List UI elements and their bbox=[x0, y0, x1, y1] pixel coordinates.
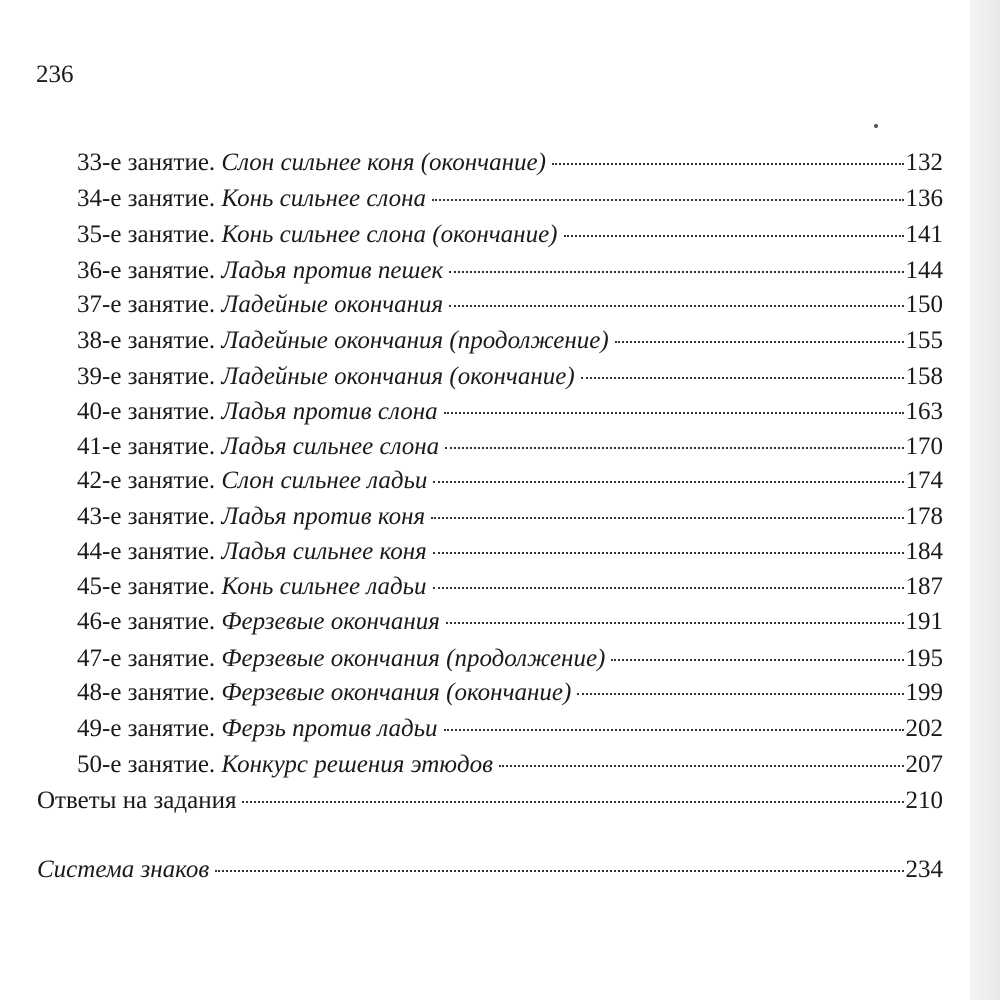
dot-leader bbox=[242, 801, 903, 803]
lesson-page: 158 bbox=[905, 363, 943, 390]
dot-leader bbox=[445, 447, 903, 449]
lesson-number: 40-е занятие. bbox=[77, 398, 216, 425]
lesson-title: Ладья сильнее слона bbox=[221, 433, 440, 460]
lesson-number: 36-е занятие. bbox=[77, 257, 216, 284]
dot-leader bbox=[577, 693, 903, 695]
lesson-number: 49-е занятие. bbox=[77, 715, 216, 742]
lesson-title: Ладья против пешек bbox=[221, 257, 444, 284]
dot-leader bbox=[499, 765, 904, 767]
lesson-title: Ферзевые окончания (продолжение) bbox=[221, 645, 606, 672]
dot-leader bbox=[433, 481, 903, 483]
toc-entry-lesson-40 bbox=[77, 397, 943, 427]
lesson-title: Ферзевые окончания bbox=[221, 608, 440, 635]
toc-entry-lesson-39 bbox=[77, 362, 943, 392]
lesson-number: 34-е занятие. bbox=[77, 185, 216, 212]
toc-entry-lesson-48 bbox=[77, 678, 943, 708]
dot-leader bbox=[611, 659, 903, 661]
toc-entry-lesson-44 bbox=[77, 537, 943, 567]
lesson-page: 174 bbox=[905, 467, 943, 494]
section-page: 234 bbox=[905, 856, 943, 883]
lesson-page: 195 bbox=[905, 645, 943, 672]
toc-entry-lesson-42 bbox=[77, 466, 943, 496]
lesson-number: 35-е занятие. bbox=[77, 221, 216, 248]
dot-leader bbox=[615, 341, 904, 343]
lesson-page: 141 bbox=[905, 221, 943, 248]
dot-leader bbox=[444, 412, 904, 414]
lesson-number: 33-е занятие. bbox=[77, 149, 216, 176]
lesson-number: 38-е занятие. bbox=[77, 327, 216, 354]
lesson-page: 199 bbox=[905, 679, 943, 706]
lesson-page: 150 bbox=[905, 291, 943, 318]
dot-leader bbox=[552, 163, 904, 165]
lesson-number: 44-е занятие. bbox=[77, 538, 216, 565]
toc-entry-lesson-47 bbox=[77, 644, 943, 674]
dot-leader bbox=[432, 199, 903, 201]
dot-leader bbox=[449, 305, 903, 307]
lesson-number: 37-е занятие. bbox=[77, 291, 216, 318]
page-number: 236 bbox=[36, 61, 74, 88]
dot-leader bbox=[446, 622, 904, 624]
lesson-page: 155 bbox=[905, 327, 943, 354]
lesson-page: 144 bbox=[905, 257, 943, 284]
lesson-number: 43-е занятие. bbox=[77, 503, 216, 530]
lesson-page: 163 bbox=[905, 398, 943, 425]
lesson-number: 45-е занятие. bbox=[77, 573, 216, 600]
lesson-title: Слон сильнее коня (окончание) bbox=[221, 149, 546, 176]
dot-leader bbox=[433, 552, 904, 554]
lesson-number: 42-е занятие. bbox=[77, 467, 216, 494]
toc-entry-lesson-41 bbox=[77, 432, 943, 462]
lesson-title: Конь сильнее слона bbox=[221, 185, 427, 212]
lesson-title: Ферзевые окончания (окончание) bbox=[221, 679, 572, 706]
toc-entry-answers bbox=[37, 786, 943, 816]
lesson-number: 39-е занятие. bbox=[77, 363, 216, 390]
toc-entry-lesson-45 bbox=[77, 572, 943, 602]
lesson-page: 187 bbox=[905, 573, 943, 600]
lesson-title: Ферзь против ладьи bbox=[221, 715, 438, 742]
toc-entry-lesson-37 bbox=[77, 290, 943, 320]
lesson-title: Ладейные окончания (окончание) bbox=[221, 363, 575, 390]
lesson-page: 191 bbox=[905, 608, 943, 635]
toc-entry-lesson-38 bbox=[77, 326, 943, 356]
lesson-title: Ладейные окончания bbox=[221, 291, 444, 318]
lesson-title: Ладья против коня bbox=[221, 503, 426, 530]
lesson-number: 47-е занятие. bbox=[77, 645, 216, 672]
lesson-number: 46-е занятие. bbox=[77, 608, 216, 635]
section-title: Система знаков bbox=[37, 856, 210, 883]
lesson-title: Ладья против слона bbox=[221, 398, 438, 425]
section-title: Ответы на задания bbox=[37, 787, 237, 814]
toc-entry-lesson-49 bbox=[77, 714, 943, 744]
toc-entry-lesson-43 bbox=[77, 502, 943, 532]
dot-leader bbox=[444, 729, 904, 731]
toc-entry-lesson-33 bbox=[77, 148, 943, 178]
dot-leader bbox=[449, 271, 903, 273]
lesson-number: 41-е занятие. bbox=[77, 433, 216, 460]
lesson-title: Слон сильнее ладьи bbox=[221, 467, 428, 494]
toc-entry-lesson-46 bbox=[77, 607, 943, 637]
toc-entry-symbols bbox=[37, 855, 943, 885]
lesson-page: 178 bbox=[905, 503, 943, 530]
lesson-title: Конкурс решения этюдов bbox=[221, 751, 493, 778]
lesson-title: Конь сильнее ладьи bbox=[221, 573, 427, 600]
dot-leader bbox=[215, 870, 903, 872]
lesson-title: Ладейные окончания (продолжение) bbox=[221, 327, 609, 354]
lesson-page: 184 bbox=[905, 538, 943, 565]
lesson-title: Конь сильнее слона (окончание) bbox=[221, 221, 558, 248]
toc-entry-lesson-35 bbox=[77, 220, 943, 250]
toc-entry-lesson-34 bbox=[77, 184, 943, 214]
dot-leader bbox=[431, 517, 903, 519]
page-edge bbox=[970, 0, 1000, 1000]
toc-entry-lesson-36 bbox=[77, 256, 943, 286]
lesson-page: 136 bbox=[905, 185, 943, 212]
lesson-page: 132 bbox=[905, 149, 943, 176]
toc-entry-lesson-50 bbox=[77, 750, 943, 780]
dot-leader bbox=[564, 235, 904, 237]
print-speck bbox=[874, 124, 878, 128]
lesson-number: 48-е занятие. bbox=[77, 679, 216, 706]
lesson-page: 207 bbox=[905, 751, 943, 778]
dot-leader bbox=[581, 377, 904, 379]
lesson-title: Ладья сильнее коня bbox=[221, 538, 427, 565]
lesson-page: 170 bbox=[905, 433, 943, 460]
lesson-number: 50-е занятие. bbox=[77, 751, 216, 778]
section-page: 210 bbox=[905, 787, 943, 814]
lesson-page: 202 bbox=[905, 715, 943, 742]
dot-leader bbox=[433, 587, 904, 589]
